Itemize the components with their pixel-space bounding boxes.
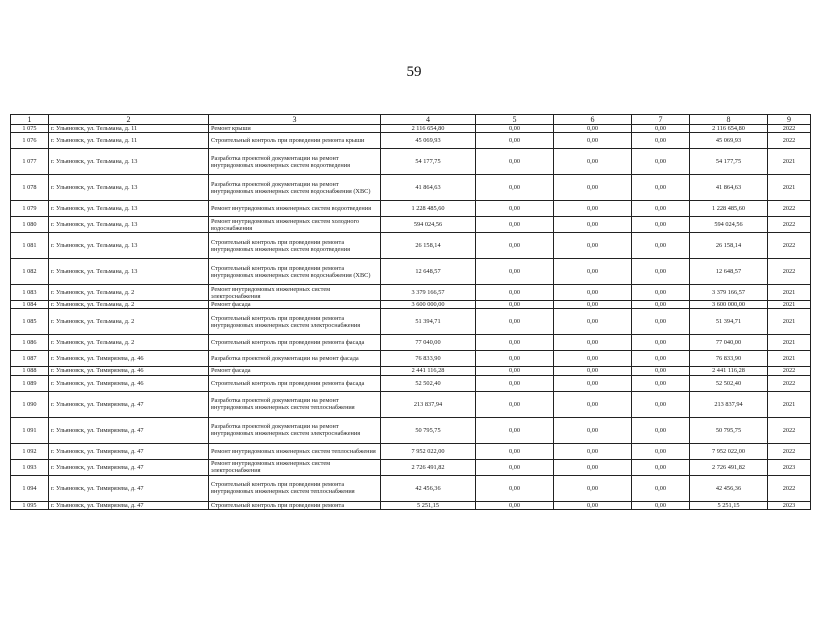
local-funds-cell: 0,00 — [632, 367, 690, 375]
regional-funds-cell: 0,00 — [554, 217, 632, 233]
local-funds-cell: 0,00 — [632, 259, 690, 285]
owner-funds-cell: 5 251,15 — [690, 501, 768, 509]
address-cell: г. Ульяновск, ул. Тимирязева, д. 46 — [49, 351, 209, 367]
total-cost-cell: 594 024,56 — [381, 217, 476, 233]
work-type-cell: Строительный контроль при проведении ремонта внутридомовых инженерных систем водоснабжения (ХВС) — [209, 259, 381, 285]
address-cell: г. Ульяновск, ул. Тельмана, д. 13 — [49, 217, 209, 233]
owner-funds-cell: 2 726 491,82 — [690, 459, 768, 475]
work-type-cell: Строительный контроль при проведении ремонта внутридомовых инженерных систем водоотведения — [209, 233, 381, 259]
address-cell: г. Ульяновск, ул. Тельмана, д. 13 — [49, 149, 209, 175]
table-row — [11, 417, 811, 443]
table-row — [11, 459, 811, 475]
local-funds-cell: 0,00 — [632, 125, 690, 133]
row-number: 1 075 — [11, 125, 49, 133]
total-cost-cell: 42 456,36 — [381, 475, 476, 501]
regional-funds-cell: 0,00 — [554, 309, 632, 335]
total-cost-cell: 2 726 491,82 — [381, 459, 476, 475]
local-funds-cell: 0,00 — [632, 351, 690, 367]
work-type-cell: Ремонт крыши — [209, 125, 381, 133]
registry-table — [10, 114, 811, 510]
year-cell: 2022 — [768, 233, 811, 259]
table-row — [11, 285, 811, 301]
table-row — [11, 309, 811, 335]
table-row — [11, 201, 811, 217]
local-funds-cell: 0,00 — [632, 217, 690, 233]
work-type-cell: Строительный контроль при проведении ремонта фасада — [209, 375, 381, 391]
owner-funds-cell: 26 158,14 — [690, 233, 768, 259]
row-number: 1 088 — [11, 367, 49, 375]
regional-funds-cell: 0,00 — [554, 475, 632, 501]
owner-funds-cell: 2 441 116,28 — [690, 367, 768, 375]
regional-funds-cell: 0,00 — [554, 391, 632, 417]
row-number: 1 082 — [11, 259, 49, 285]
header-cell-6: 6 — [554, 115, 632, 125]
work-type-cell: Ремонт внутридомовых инженерных систем электроснабжения — [209, 285, 381, 301]
address-cell: г. Ульяновск, ул. Тимирязева, д. 46 — [49, 375, 209, 391]
local-funds-cell: 0,00 — [632, 375, 690, 391]
page-number: 59 — [406, 64, 422, 80]
year-cell: 2022 — [768, 133, 811, 149]
row-number: 1 076 — [11, 133, 49, 149]
owner-funds-cell: 54 177,75 — [690, 149, 768, 175]
table-row — [11, 217, 811, 233]
table-row — [11, 391, 811, 417]
row-number: 1 086 — [11, 335, 49, 351]
owner-funds-cell: 52 502,40 — [690, 375, 768, 391]
work-type-cell: Ремонт внутридомовых инженерных систем теплоснабжения — [209, 443, 381, 459]
federal-funds-cell: 0,00 — [476, 459, 554, 475]
header-cell-9: 9 — [768, 115, 811, 125]
year-cell: 2022 — [768, 375, 811, 391]
table-row — [11, 351, 811, 367]
row-number: 1 085 — [11, 309, 49, 335]
year-cell: 2021 — [768, 351, 811, 367]
row-number: 1 077 — [11, 149, 49, 175]
address-cell: г. Ульяновск, ул. Тельмана, д. 13 — [49, 175, 209, 201]
federal-funds-cell: 0,00 — [476, 233, 554, 259]
year-cell: 2021 — [768, 391, 811, 417]
row-number: 1 091 — [11, 417, 49, 443]
address-cell: г. Ульяновск, ул. Тимирязева, д. 46 — [49, 367, 209, 375]
total-cost-cell: 51 394,71 — [381, 309, 476, 335]
owner-funds-cell: 1 228 485,60 — [690, 201, 768, 217]
local-funds-cell: 0,00 — [632, 175, 690, 201]
total-cost-cell: 7 952 022,00 — [381, 443, 476, 459]
local-funds-cell: 0,00 — [632, 285, 690, 301]
owner-funds-cell: 76 833,90 — [690, 351, 768, 367]
regional-funds-cell: 0,00 — [554, 175, 632, 201]
row-number: 1 095 — [11, 501, 49, 509]
federal-funds-cell: 0,00 — [476, 309, 554, 335]
year-cell: 2021 — [768, 149, 811, 175]
row-number: 1 080 — [11, 217, 49, 233]
total-cost-cell: 12 648,57 — [381, 259, 476, 285]
table-row — [11, 125, 811, 133]
federal-funds-cell: 0,00 — [476, 443, 554, 459]
owner-funds-cell: 594 024,56 — [690, 217, 768, 233]
address-cell: г. Ульяновск, ул. Тимирязева, д. 47 — [49, 417, 209, 443]
work-type-cell: Ремонт внутридомовых инженерных систем холодного водоснабжения — [209, 217, 381, 233]
address-cell: г. Ульяновск, ул. Тельмана, д. 2 — [49, 335, 209, 351]
year-cell: 2022 — [768, 475, 811, 501]
local-funds-cell: 0,00 — [632, 335, 690, 351]
table-body — [11, 125, 811, 510]
total-cost-cell: 41 864,63 — [381, 175, 476, 201]
federal-funds-cell: 0,00 — [476, 351, 554, 367]
year-cell: 2022 — [768, 417, 811, 443]
row-number: 1 081 — [11, 233, 49, 259]
local-funds-cell: 0,00 — [632, 233, 690, 259]
row-number: 1 094 — [11, 475, 49, 501]
total-cost-cell: 2 441 116,28 — [381, 367, 476, 375]
header-cell-3: 3 — [209, 115, 381, 125]
year-cell: 2021 — [768, 309, 811, 335]
total-cost-cell: 3 600 000,00 — [381, 301, 476, 309]
table-row — [11, 501, 811, 509]
work-type-cell: Строительный контроль при проведении ремонта — [209, 501, 381, 509]
total-cost-cell: 52 502,40 — [381, 375, 476, 391]
federal-funds-cell: 0,00 — [476, 285, 554, 301]
federal-funds-cell: 0,00 — [476, 217, 554, 233]
table-row — [11, 133, 811, 149]
regional-funds-cell: 0,00 — [554, 259, 632, 285]
total-cost-cell: 76 833,90 — [381, 351, 476, 367]
work-type-cell: Строительный контроль при проведении ремонта фасада — [209, 335, 381, 351]
local-funds-cell: 0,00 — [632, 443, 690, 459]
total-cost-cell: 2 116 654,80 — [381, 125, 476, 133]
owner-funds-cell: 45 069,93 — [690, 133, 768, 149]
row-number: 1 090 — [11, 391, 49, 417]
owner-funds-cell: 7 952 022,00 — [690, 443, 768, 459]
row-number: 1 089 — [11, 375, 49, 391]
work-type-cell: Разработка проектной документации на ремонт внутридомовых инженерных систем электроснабжения — [209, 417, 381, 443]
table-row — [11, 367, 811, 375]
year-cell: 2022 — [768, 201, 811, 217]
total-cost-cell: 5 251,15 — [381, 501, 476, 509]
regional-funds-cell: 0,00 — [554, 149, 632, 175]
regional-funds-cell: 0,00 — [554, 285, 632, 301]
address-cell: г. Ульяновск, ул. Тельмана, д. 2 — [49, 301, 209, 309]
year-cell: 2022 — [768, 443, 811, 459]
regional-funds-cell: 0,00 — [554, 417, 632, 443]
total-cost-cell: 3 379 166,57 — [381, 285, 476, 301]
year-cell: 2021 — [768, 175, 811, 201]
local-funds-cell: 0,00 — [632, 417, 690, 443]
row-number: 1 092 — [11, 443, 49, 459]
owner-funds-cell: 50 795,75 — [690, 417, 768, 443]
row-number: 1 078 — [11, 175, 49, 201]
address-cell: г. Ульяновск, ул. Тельмана, д. 13 — [49, 259, 209, 285]
table-header — [11, 115, 811, 125]
owner-funds-cell: 2 116 654,80 — [690, 125, 768, 133]
federal-funds-cell: 0,00 — [476, 391, 554, 417]
owner-funds-cell: 12 648,57 — [690, 259, 768, 285]
address-cell: г. Ульяновск, ул. Тельмана, д. 11 — [49, 133, 209, 149]
total-cost-cell: 54 177,75 — [381, 149, 476, 175]
address-cell: г. Ульяновск, ул. Тимирязева, д. 47 — [49, 443, 209, 459]
total-cost-cell: 45 069,93 — [381, 133, 476, 149]
table-row — [11, 443, 811, 459]
table-row — [11, 233, 811, 259]
work-type-cell: Строительный контроль при проведении ремонта внутридомовых инженерных систем электроснабжения — [209, 309, 381, 335]
local-funds-cell: 0,00 — [632, 475, 690, 501]
work-type-cell: Строительный контроль при проведении ремонта внутридомовых инженерных систем теплоснабжения — [209, 475, 381, 501]
local-funds-cell: 0,00 — [632, 391, 690, 417]
year-cell: 2022 — [768, 217, 811, 233]
year-cell: 2023 — [768, 459, 811, 475]
table-row — [11, 335, 811, 351]
year-cell: 2022 — [768, 367, 811, 375]
header-cell-2: 2 — [49, 115, 209, 125]
federal-funds-cell: 0,00 — [476, 417, 554, 443]
owner-funds-cell: 51 394,71 — [690, 309, 768, 335]
owner-funds-cell: 3 600 000,00 — [690, 301, 768, 309]
row-number: 1 093 — [11, 459, 49, 475]
table-row — [11, 175, 811, 201]
address-cell: г. Ульяновск, ул. Тимирязева, д. 47 — [49, 459, 209, 475]
row-number: 1 087 — [11, 351, 49, 367]
regional-funds-cell: 0,00 — [554, 367, 632, 375]
local-funds-cell: 0,00 — [632, 133, 690, 149]
work-type-cell: Ремонт фасада — [209, 367, 381, 375]
owner-funds-cell: 213 837,94 — [690, 391, 768, 417]
header-cell-7: 7 — [632, 115, 690, 125]
address-cell: г. Ульяновск, ул. Тельмана, д. 11 — [49, 125, 209, 133]
year-cell: 2022 — [768, 259, 811, 285]
regional-funds-cell: 0,00 — [554, 133, 632, 149]
regional-funds-cell: 0,00 — [554, 443, 632, 459]
address-cell: г. Ульяновск, ул. Тельмана, д. 2 — [49, 309, 209, 335]
federal-funds-cell: 0,00 — [476, 301, 554, 309]
federal-funds-cell: 0,00 — [476, 259, 554, 285]
work-type-cell: Разработка проектной документации на ремонт внутридомовых инженерных систем теплоснабжения — [209, 391, 381, 417]
row-number: 1 083 — [11, 285, 49, 301]
local-funds-cell: 0,00 — [632, 301, 690, 309]
federal-funds-cell: 0,00 — [476, 367, 554, 375]
federal-funds-cell: 0,00 — [476, 375, 554, 391]
local-funds-cell: 0,00 — [632, 149, 690, 175]
regional-funds-cell: 0,00 — [554, 233, 632, 259]
total-cost-cell: 77 040,00 — [381, 335, 476, 351]
federal-funds-cell: 0,00 — [476, 149, 554, 175]
address-cell: г. Ульяновск, ул. Тельмана, д. 13 — [49, 201, 209, 217]
total-cost-cell: 50 795,75 — [381, 417, 476, 443]
local-funds-cell: 0,00 — [632, 201, 690, 217]
year-cell: 2021 — [768, 335, 811, 351]
federal-funds-cell: 0,00 — [476, 475, 554, 501]
owner-funds-cell: 3 379 166,57 — [690, 285, 768, 301]
federal-funds-cell: 0,00 — [476, 335, 554, 351]
table-row — [11, 301, 811, 309]
regional-funds-cell: 0,00 — [554, 201, 632, 217]
work-type-cell: Ремонт внутридомовых инженерных систем электроснабжения — [209, 459, 381, 475]
regional-funds-cell: 0,00 — [554, 351, 632, 367]
regional-funds-cell: 0,00 — [554, 125, 632, 133]
federal-funds-cell: 0,00 — [476, 201, 554, 217]
work-type-cell: Ремонт фасада — [209, 301, 381, 309]
work-type-cell: Разработка проектной документации на ремонт внутридомовых инженерных систем водоснабжения (ХВС) — [209, 175, 381, 201]
regional-funds-cell: 0,00 — [554, 301, 632, 309]
address-cell: г. Ульяновск, ул. Тельмана, д. 2 — [49, 285, 209, 301]
work-type-cell: Строительный контроль при проведении ремонта крыши — [209, 133, 381, 149]
regional-funds-cell: 0,00 — [554, 335, 632, 351]
header-cell-5: 5 — [476, 115, 554, 125]
regional-funds-cell: 0,00 — [554, 501, 632, 509]
regional-funds-cell: 0,00 — [554, 375, 632, 391]
row-number: 1 079 — [11, 201, 49, 217]
federal-funds-cell: 0,00 — [476, 133, 554, 149]
address-cell: г. Ульяновск, ул. Тимирязева, д. 47 — [49, 501, 209, 509]
local-funds-cell: 0,00 — [632, 459, 690, 475]
owner-funds-cell: 77 040,00 — [690, 335, 768, 351]
federal-funds-cell: 0,00 — [476, 501, 554, 509]
local-funds-cell: 0,00 — [632, 501, 690, 509]
local-funds-cell: 0,00 — [632, 309, 690, 335]
table-row — [11, 149, 811, 175]
table-row — [11, 259, 811, 285]
year-cell: 2021 — [768, 301, 811, 309]
header-row — [11, 115, 811, 125]
total-cost-cell: 26 158,14 — [381, 233, 476, 259]
work-type-cell: Разработка проектной документации на ремонт фасада — [209, 351, 381, 367]
owner-funds-cell: 41 864,63 — [690, 175, 768, 201]
table-row — [11, 475, 811, 501]
total-cost-cell: 213 837,94 — [381, 391, 476, 417]
work-type-cell: Разработка проектной документации на ремонт внутридомовых инженерных систем водоотведения — [209, 149, 381, 175]
address-cell: г. Ульяновск, ул. Тельмана, д. 13 — [49, 233, 209, 259]
year-cell: 2023 — [768, 501, 811, 509]
header-cell-1: 1 — [11, 115, 49, 125]
federal-funds-cell: 0,00 — [476, 125, 554, 133]
federal-funds-cell: 0,00 — [476, 175, 554, 201]
address-cell: г. Ульяновск, ул. Тимирязева, д. 47 — [49, 391, 209, 417]
total-cost-cell: 1 228 485,60 — [381, 201, 476, 217]
regional-funds-cell: 0,00 — [554, 459, 632, 475]
header-cell-4: 4 — [381, 115, 476, 125]
year-cell: 2021 — [768, 285, 811, 301]
work-type-cell: Ремонт внутридомовых инженерных систем водоотведения — [209, 201, 381, 217]
row-number: 1 084 — [11, 301, 49, 309]
year-cell: 2022 — [768, 125, 811, 133]
address-cell: г. Ульяновск, ул. Тимирязева, д. 47 — [49, 475, 209, 501]
table-row — [11, 375, 811, 391]
header-cell-8: 8 — [690, 115, 768, 125]
owner-funds-cell: 42 456,36 — [690, 475, 768, 501]
